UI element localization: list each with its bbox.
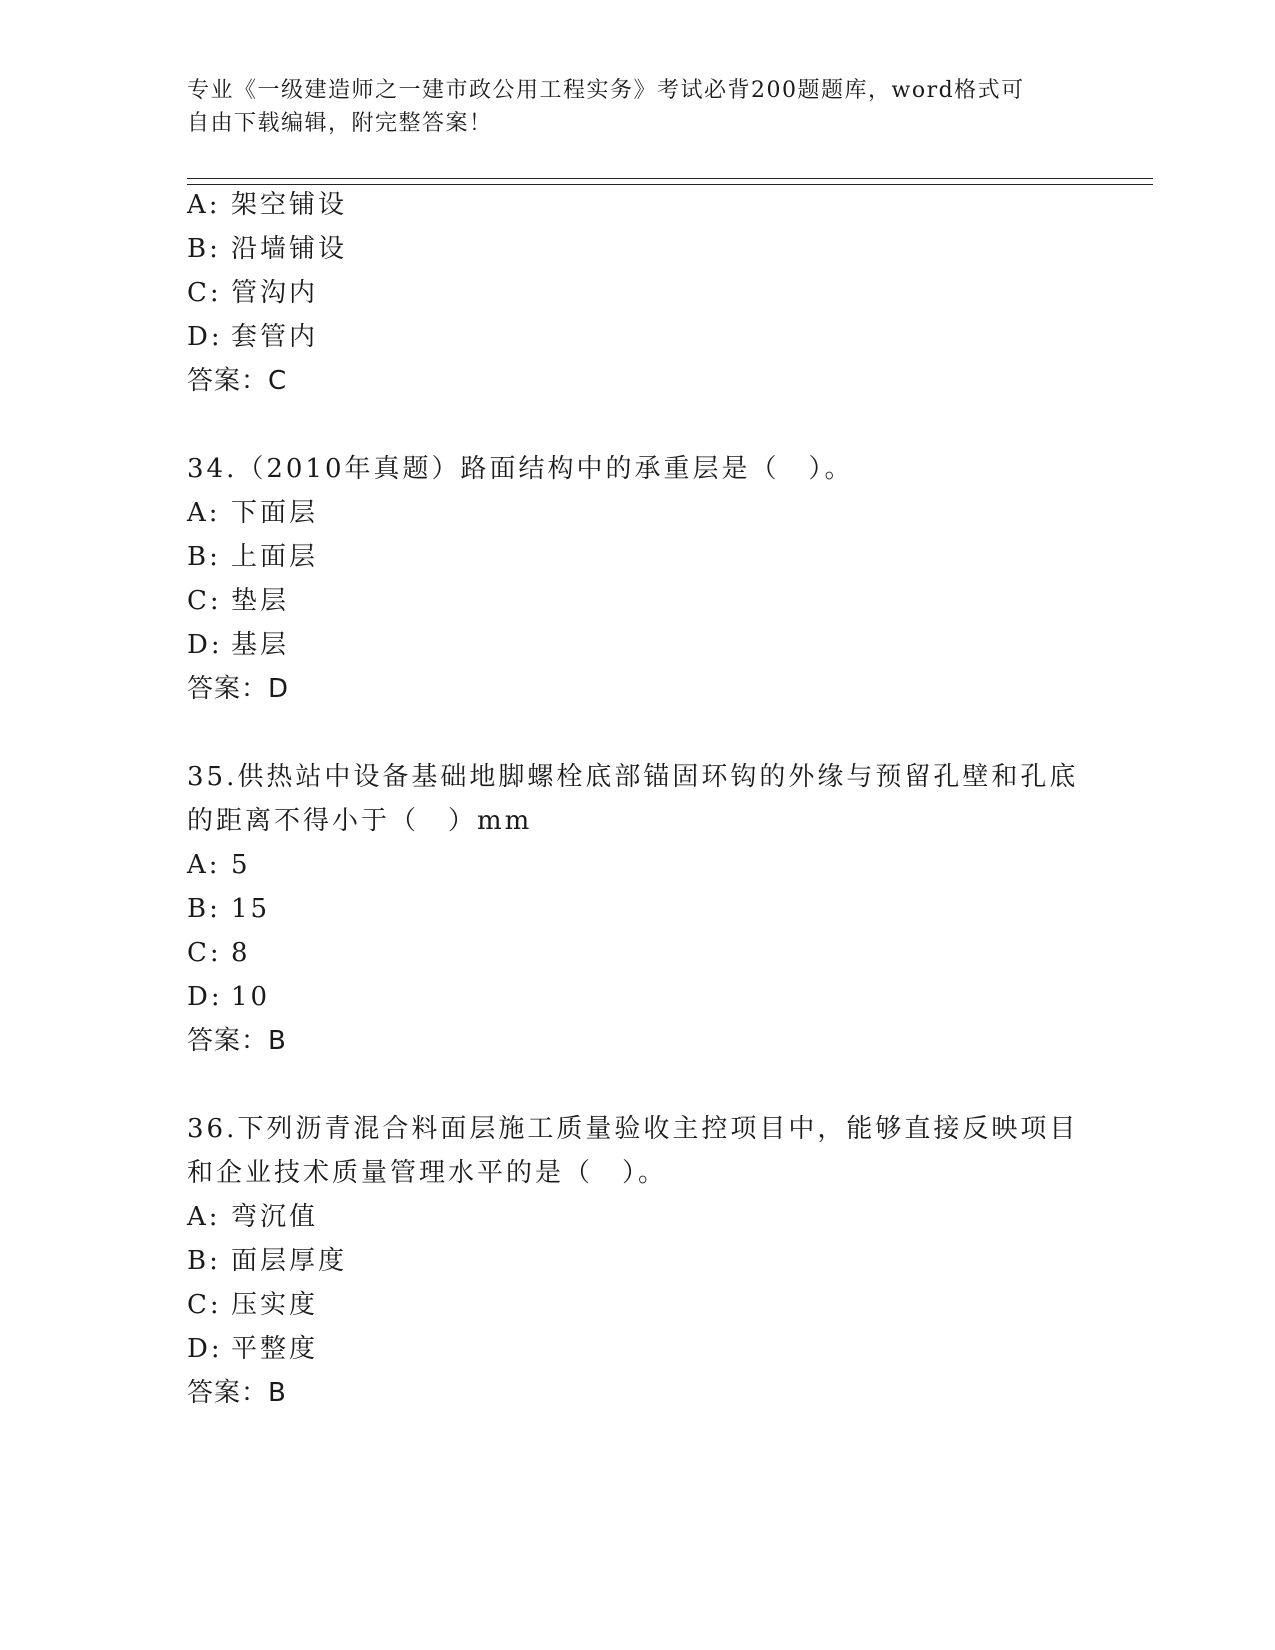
q34-option-c (187, 583, 1087, 619)
q36-stem-line-2: 和企业技术质量管理水平的是（ ）。 (187, 1158, 668, 1188)
q36-option-d (187, 1331, 1087, 1367)
option-key: D: (187, 630, 223, 660)
option-text: 上面层 (231, 542, 319, 572)
option-key: C: (187, 586, 222, 616)
option-key: D: (187, 1334, 223, 1364)
q35-answer: 答案：B (187, 1026, 287, 1056)
prev-answer: 答案：C (187, 366, 288, 396)
option-key: C: (187, 938, 222, 968)
q34-option-b (187, 539, 1087, 575)
option-text: 压实度 (231, 1290, 319, 1320)
q34-option-d (187, 627, 1087, 663)
option-key: A: (187, 850, 221, 880)
option-text: 平整度 (231, 1334, 319, 1364)
option-text: 15 (231, 894, 271, 924)
option-key: B: (187, 1246, 221, 1276)
q36-stem-line-1: 36.下列沥青混合料面层施工质量验收主控项目中，能够直接反映项目 (187, 1114, 1079, 1144)
document-header (187, 74, 1067, 140)
q35-option-d (187, 979, 1087, 1015)
q36-option-a (187, 1199, 1087, 1235)
prev-option-b (187, 231, 1087, 267)
prev-option-d (187, 319, 1087, 355)
q36-option-c (187, 1287, 1087, 1323)
option-key: A: (187, 190, 221, 220)
option-text: 套管内 (231, 322, 319, 352)
q35-option-b (187, 891, 1087, 927)
option-text: 面层厚度 (231, 1246, 348, 1276)
option-text: 沿墙铺设 (231, 234, 348, 264)
option-text: 管沟内 (231, 278, 319, 308)
header-divider (187, 178, 1153, 185)
q34-option-a (187, 495, 1087, 531)
option-key: C: (187, 278, 222, 308)
option-key: D: (187, 322, 223, 352)
option-text: 8 (231, 938, 251, 968)
q35-option-a (187, 847, 1087, 883)
option-key: B: (187, 234, 221, 264)
option-key: D: (187, 982, 223, 1012)
option-key: C: (187, 1290, 222, 1320)
header-line-2: 自由下载编辑，附完整答案！ (187, 111, 493, 136)
option-text: 基层 (231, 630, 290, 660)
q34-stem: 34.（2010年真题）路面结构中的承重层是（ ）。 (187, 454, 854, 484)
option-key: B: (187, 894, 221, 924)
option-text: 10 (231, 982, 271, 1012)
option-key: A: (187, 1202, 221, 1232)
option-text: 弯沉值 (231, 1202, 319, 1232)
option-text: 5 (231, 850, 251, 880)
q35-stem-line-1: 35.供热站中设备基础地脚螺栓底部锚固环钩的外缘与预留孔壁和孔底 (187, 762, 1079, 792)
option-key: A: (187, 498, 221, 528)
prev-option-a (187, 187, 1087, 223)
q34-answer: 答案：D (187, 674, 290, 704)
option-key: B: (187, 542, 221, 572)
prev-option-c (187, 275, 1087, 311)
header-line-1: 专业《一级建造师之一建市政公用工程实务》考试必背200题题库，word格式可 (187, 78, 1025, 103)
option-text: 架空铺设 (231, 190, 348, 220)
q36-answer: 答案：B (187, 1378, 287, 1408)
q36-option-b (187, 1243, 1087, 1279)
q35-stem-line-2: 的距离不得小于（ ）mm (187, 806, 533, 836)
q35-option-c (187, 935, 1087, 971)
option-text: 下面层 (231, 498, 319, 528)
option-text: 垫层 (231, 586, 290, 616)
